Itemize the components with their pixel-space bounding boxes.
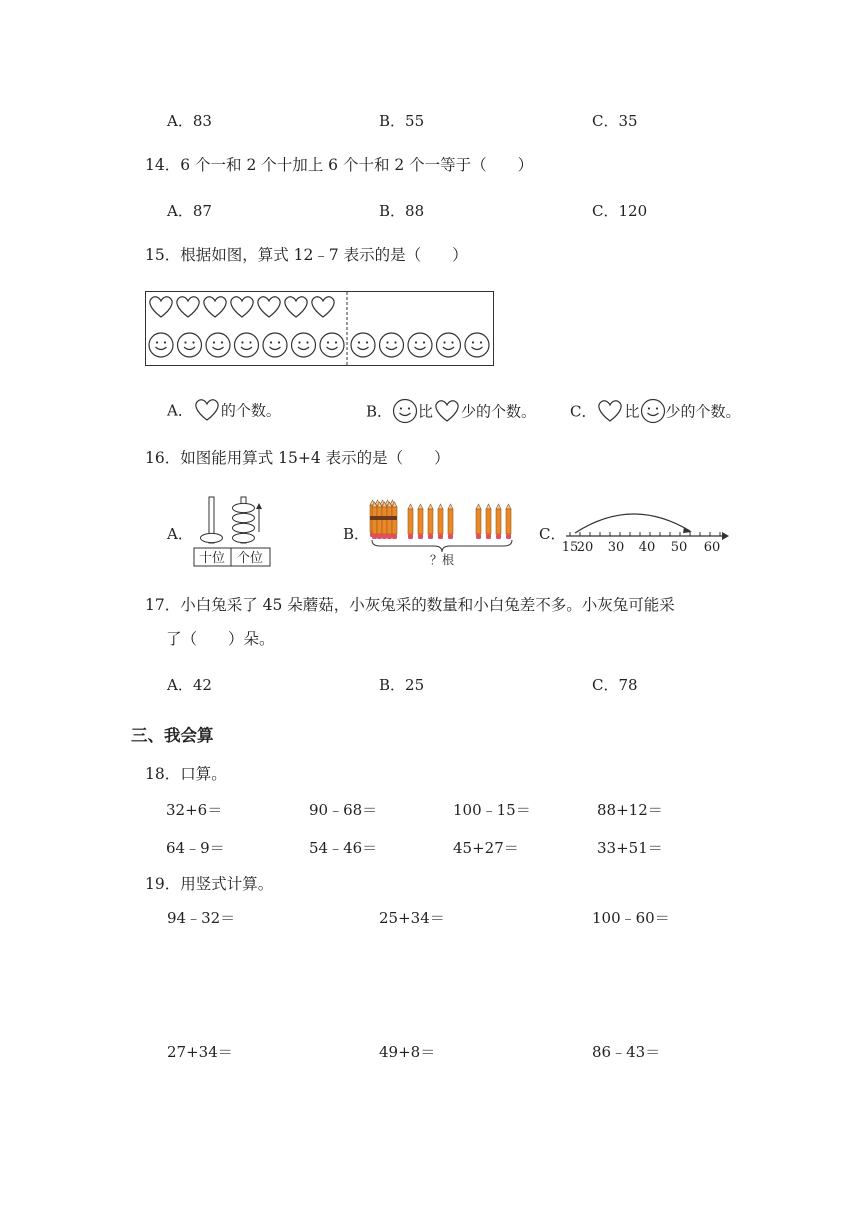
numberline-label: 60 (703, 540, 721, 555)
q14-option-b[interactable]: B．88 (379, 202, 425, 220)
heart-icon (231, 297, 253, 317)
q14-option-a[interactable]: A．87 (167, 202, 212, 220)
numberline-label: 40 (638, 540, 656, 555)
pencil (372, 502, 377, 539)
smiley-icon (392, 398, 418, 427)
oral-calc-item: 32+6＝ (166, 801, 223, 819)
smiley-icon (640, 398, 666, 427)
heart-icon (150, 297, 172, 317)
heart-icon (204, 297, 226, 317)
pencil (392, 502, 397, 539)
numberline-label: 50 (670, 540, 688, 555)
q16-stem: 16．如图能用算式 15+4 表示的是（ ） (145, 449, 450, 467)
pencils-brace-label: ？根 (429, 553, 455, 567)
q17-option-c[interactable]: C．78 (592, 676, 638, 694)
q15-option-b-text: 少的个数。 (461, 402, 537, 421)
smiley-icon (380, 333, 404, 357)
smiley-icon (351, 333, 375, 357)
vertical-calc-item: 49+8＝ (379, 1043, 436, 1061)
q16-option-b-label[interactable]: B． (343, 525, 370, 543)
abacus-bead (233, 533, 255, 542)
q14-stem: 14．6 个一和 2 个十加上 6 个十和 2 个一等于（ ） (145, 156, 534, 174)
pencil (387, 502, 392, 539)
heart-icon (433, 399, 461, 426)
q15-option-c-text: 少的个数。 (665, 402, 741, 421)
q15-option-a[interactable] (167, 398, 281, 425)
vertical-calc-item: 25+34＝ (379, 909, 445, 927)
q15-option-c[interactable] (570, 398, 741, 427)
oral-calc-item: 45+27＝ (453, 839, 519, 857)
q18-stem: 18．口算。 (145, 765, 227, 783)
numberline-label: 30 (607, 540, 625, 555)
pencil (448, 504, 453, 539)
q15-option-a-label: A． (167, 401, 193, 420)
abacus-ones-label: 个位 (236, 551, 264, 566)
vertical-calc-item: 27+34＝ (167, 1043, 233, 1061)
smiley-icon (178, 333, 202, 357)
smiley-icon (235, 333, 259, 357)
smiley-icon (292, 333, 316, 357)
pencil (377, 502, 382, 539)
q16-option-a-label[interactable]: A． (167, 525, 193, 543)
abacus-bead (233, 503, 255, 512)
q14-option-c[interactable]: C．120 (592, 202, 648, 220)
q16-abacus-figure[interactable] (193, 494, 273, 568)
oral-calc-item: 90﹣68＝ (309, 801, 378, 819)
q19-stem: 19．用竖式计算。 (145, 875, 274, 893)
q17-option-a[interactable]: A．42 (167, 676, 212, 694)
q15-option-b-mid: 比 (418, 402, 434, 421)
section-title: 三、我会算 (131, 726, 214, 745)
vertical-calc-item: 86﹣43＝ (592, 1043, 661, 1061)
heart-icon (312, 297, 334, 317)
heart-icon (258, 297, 280, 317)
pencil (486, 504, 491, 539)
vertical-calc-item: 100﹣60＝ (592, 909, 670, 927)
q17-stem-line2: 了（ ）朵。 (166, 630, 275, 648)
q15-stem: 15．根据如图，算式 12﹣7 表示的是（ ） (145, 246, 468, 264)
oral-calc-item: 100﹣15＝ (453, 801, 531, 819)
q17-stem-line1: 17．小白兔采了 45 朵蘑菇，小灰兔采的数量和小白兔差不多。小灰兔可能采 (145, 596, 675, 614)
smiley-icon (263, 333, 287, 357)
numberline-label: 15 (561, 540, 579, 555)
vertical-calc-item: 94﹣32＝ (167, 909, 236, 927)
q16-pencils-figure[interactable] (368, 496, 523, 568)
q15-figure (145, 291, 495, 367)
heart-icon (177, 297, 199, 317)
pencil (506, 504, 511, 539)
pencil (496, 504, 501, 539)
heart-icon (193, 398, 221, 425)
q16-numberline-figure[interactable] (562, 500, 732, 556)
abacus-tens-label: 十位 (198, 551, 226, 566)
oral-calc-item: 88+12＝ (597, 801, 663, 819)
abacus-bead (233, 523, 255, 532)
oral-calc-item: 64﹣9＝ (166, 839, 225, 857)
q13-option-a[interactable]: A．83 (167, 112, 212, 130)
abacus-bead (233, 513, 255, 522)
pencil (476, 504, 481, 539)
pencil (438, 504, 443, 539)
q15-option-b-label: B． (366, 402, 393, 421)
smiley-icon (465, 333, 489, 357)
pencil (408, 504, 413, 539)
heart-icon (596, 399, 624, 426)
pencil (382, 502, 387, 539)
q15-option-c-label: C． (570, 402, 597, 421)
smiley-icon (408, 333, 432, 357)
oral-calc-item: 33+51＝ (597, 839, 663, 857)
q13-option-b[interactable]: B．55 (379, 112, 425, 130)
q17-option-b[interactable]: B．25 (379, 676, 425, 694)
smiley-icon (206, 333, 230, 357)
q13-option-c[interactable]: C．35 (592, 112, 638, 130)
q16-option-c-label[interactable]: C． (539, 525, 566, 543)
bundle-band (370, 516, 397, 520)
pencil (418, 504, 423, 539)
smiley-icon (320, 333, 344, 357)
oral-calc-item: 54﹣46＝ (309, 839, 378, 857)
smiley-icon (437, 333, 461, 357)
numberline-label: 20 (576, 540, 594, 555)
q15-option-b[interactable] (366, 398, 536, 427)
heart-icon (285, 297, 307, 317)
q15-option-c-mid: 比 (624, 402, 640, 421)
abacus-bead (201, 533, 223, 542)
smiley-icon (149, 333, 173, 357)
q15-option-a-text: 的个数。 (220, 401, 281, 420)
pencil (428, 504, 433, 539)
